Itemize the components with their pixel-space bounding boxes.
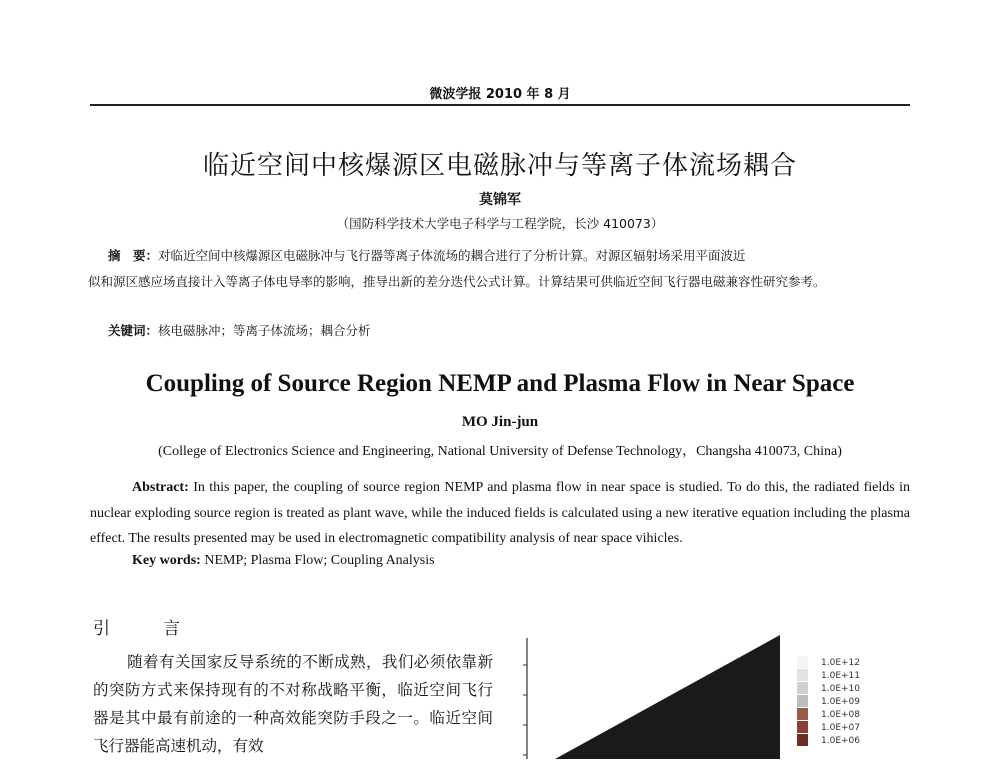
field-wedge [555,635,780,759]
chinese-abstract [88,243,908,295]
chinese-affiliation: （国防科学技术大学电子科学与工程学院，长沙 410073） [336,216,664,231]
chinese-abstract-label: 摘 要： [108,248,159,263]
english-abstract-label: Abstract: [132,480,189,495]
chinese-keywords-text: 核电磁脉冲；等离子体流场；耦合分析 [158,323,371,338]
legend-swatch [797,734,808,746]
field-distribution-figure [515,630,915,759]
english-author: MO Jin-jun [461,414,539,430]
english-keywords-text: NEMP; Plasma Flow; Coupling Analysis [204,553,435,568]
english-title: Coupling of Source Region NEMP and Plasma Flow in Near Space [145,370,855,397]
chinese-author: 莫锦军 [479,192,521,208]
legend-swatch [797,656,808,668]
chinese-keywords-label: 关键词： [108,323,159,338]
chinese-abstract-rest: 似和源区感应场直接计入等离子体电导率的影响，推导出新的差分迭代公式计算。计算结果可供临近空间飞行器电磁兼容性研究参考。 [88,274,826,289]
legend-label: 1.0E+12 [821,658,860,668]
english-abstract-text: In this paper, the coupling of source region NEMP and plasma flow in near space is studied. To do this, the radiated fields in nuclear exploding source region is treated as plant wave, while the induced fields is calculated using a new iterative equation including the plasma effect. The results presented may be used in electromagnetic compatibility analysis of near space vihicles. [90,480,911,546]
legend-label: 1.0E+08 [821,710,860,720]
legend-swatch [797,682,808,694]
english-affiliation: (College of Electronics Science and Engineering, National University of Defense Technology，Changsha 410073, China) [158,444,842,459]
legend-swatch [797,708,808,720]
chinese-title: 临近空间中核爆源区电磁脉冲与等离子体流场耦合 [202,151,797,181]
introduction-body: 随着有关国家反导系统的不断成熟，我们必须依靠新的突防方式来保持现有的不对称战略平衡，临近空间飞行器是其中最有前途的一种高效能突防手段之一。临近空间飞行器能高速机动，有效 [93,653,493,755]
legend-swatch [797,721,808,733]
legend-label: 1.0E+06 [821,736,860,746]
figure-legend [797,656,860,746]
legend-swatch [797,669,808,681]
english-keywords-label: Key words: [132,553,201,568]
legend-label: 1.0E+10 [821,684,860,694]
legend-label: 1.0E+11 [821,671,860,681]
legend-swatch [797,695,808,707]
header-rule [90,104,910,106]
legend-label: 1.0E+07 [821,723,860,733]
legend-label: 1.0E+09 [821,697,860,707]
introduction-heading: 引 言 [93,619,198,639]
english-keywords [132,553,435,569]
chinese-abstract-line1: 对临近空间中核爆源区电磁脉冲与飞行器等离子体流场的耦合进行了分析计算。对源区辐射场采用平面波近 [158,248,746,263]
english-abstract [90,475,910,552]
journal-header: 微波学报 2010 年 8 月 [429,87,571,102]
chinese-keywords [108,321,908,339]
